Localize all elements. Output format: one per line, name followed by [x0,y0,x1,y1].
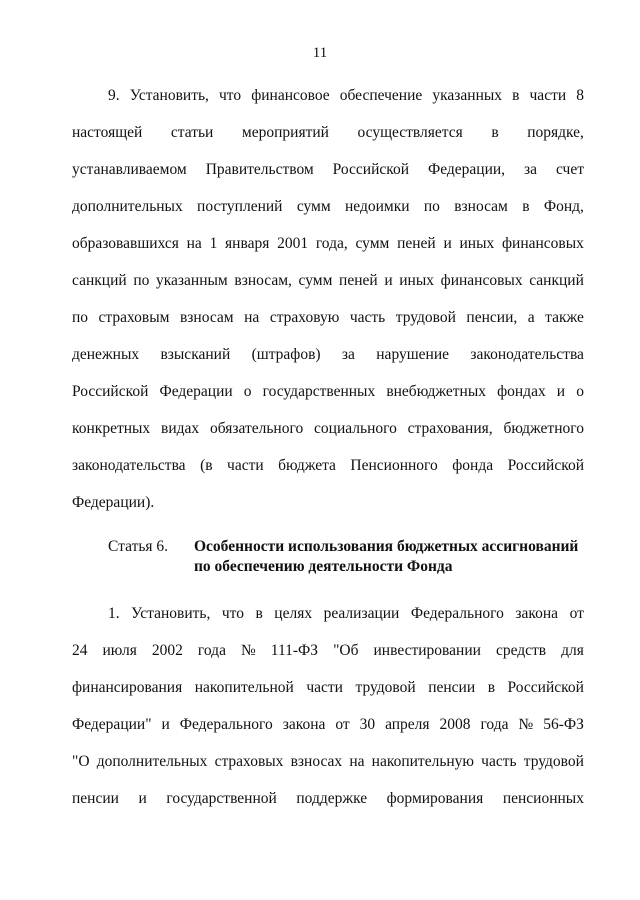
word: года [480,716,509,733]
paragraph-9-line [72,270,584,292]
word: части [529,87,567,104]
word: внебюджетных [386,383,486,400]
word: поступлений [197,198,283,215]
word: (в [200,457,213,474]
word: что [219,87,242,104]
word: и [556,383,566,400]
paragraph-1-line [72,788,584,810]
word: по [423,198,440,215]
word: 2008 [439,716,471,733]
article-label: Статья 6. [108,538,169,555]
word: страхования, [407,420,493,437]
word: и [161,716,170,733]
word: бюджетного [503,420,584,437]
word: Фонд, [543,198,584,215]
word: закона [515,605,559,622]
word: трудовой [395,309,456,326]
word: средств [495,642,547,659]
word: законодательства [470,346,584,363]
word: по [133,272,150,289]
word: в [512,87,520,104]
paragraph-1-line [72,640,584,662]
word: в [487,679,496,696]
word: взносам [179,309,234,326]
word: страховую [269,309,340,326]
word: указанных [432,87,503,104]
word: государственных [262,383,376,400]
word: инвестировании [373,642,481,659]
word: сумм [298,272,333,289]
word: Федерации" [72,716,152,733]
word: взысканий [160,346,231,363]
word: о [243,383,252,400]
word: Федерального [410,605,504,622]
paragraph-9-line [72,233,584,255]
word: обязательного [209,420,304,437]
paragraph-9-line [72,307,584,329]
word: пенсии, [466,309,518,326]
word: 1. [108,605,120,622]
word: от [335,716,350,733]
word: также [545,309,584,326]
word: санкций [529,272,584,289]
word: социального [314,420,397,437]
word: видах [161,420,200,437]
paragraph-9-line: Федерации). [72,494,155,511]
word: 2002 [151,642,183,659]
word: пеней [339,272,378,289]
word: за [524,161,538,178]
word: что [221,605,244,622]
word: часть [349,309,386,326]
word: № [518,716,534,733]
word: порядке, [527,124,584,141]
word: Правительством [205,161,314,178]
paragraph-9-line [72,196,584,218]
word: января [225,235,270,252]
word: пенсионных [502,790,584,807]
word: взносах [290,753,343,770]
word: реализации [323,605,400,622]
paragraph-9-line [72,381,584,403]
word: целях [274,605,313,622]
word: часть [481,753,517,770]
word: мероприятий [241,124,329,141]
paragraph-1-line [72,714,584,736]
word: в [522,198,530,215]
word: законодательства [72,457,186,474]
paragraph-9-line [108,85,584,107]
word: обеспечение [339,87,423,104]
word: осуществляется [357,124,463,141]
word: апреля [385,716,430,733]
word: года [197,642,226,659]
word: недоимки [344,198,410,215]
word: Российской [507,457,584,474]
word: 24 [72,642,88,659]
word: пенсии [428,679,476,696]
word: части [227,457,264,474]
word: денежных [72,346,140,363]
word: и [138,790,147,807]
word: настоящей [72,124,143,141]
word: на [349,753,365,770]
word: за [341,346,355,363]
word: в [255,605,263,622]
word: финансовых [440,272,523,289]
word: 8 [576,87,584,104]
word: на [186,235,202,252]
word: поддержке [296,790,368,807]
paragraph-1-line [108,603,584,625]
word: 111-ФЗ [270,642,319,659]
word: государственной [166,790,277,807]
word: "Об [333,642,359,659]
word: финансирования [72,679,183,696]
article-title: Особенности использования бюджетных ассигнований по обеспечению деятельности Фонда [194,538,579,575]
paragraph-1-line [72,751,584,773]
word: для [561,642,584,659]
word: "О [72,753,90,770]
word: и [443,235,452,252]
word: статьи [170,124,214,141]
word: Пенсионного [350,457,438,474]
word: иных [459,235,495,252]
word: части [306,679,343,696]
word: года, [315,235,348,252]
word: 2001 [277,235,309,252]
word: дополнительных [96,753,208,770]
word: конкретных [72,420,151,437]
word: 9. [108,87,120,104]
word: указанным [156,272,228,289]
word: Российской [332,161,410,178]
word: накопительную [371,753,475,770]
word: фондах [497,383,546,400]
word: пеней [397,235,436,252]
paragraph-1-line [72,677,584,699]
word: трудовой [523,753,584,770]
word: образовавшихся [72,235,179,252]
word: Федерального [179,716,273,733]
word: 30 [359,716,376,733]
word: Российской [507,679,584,696]
word: от [569,605,584,622]
word: о [576,383,584,400]
word: финансовое [251,87,330,104]
word: сумм [355,235,390,252]
word: на [244,309,260,326]
paragraph-9-line [72,122,584,144]
word: закона [282,716,326,733]
page-number: 11 [312,45,328,61]
word: 1 [209,235,218,252]
word: 56-ФЗ [543,716,584,733]
word: Российской [72,383,149,400]
word: Установить, [129,87,209,104]
word: формирования [386,790,484,807]
word: страховым [98,309,170,326]
word: Установить, [131,605,211,622]
word: санкций [72,272,127,289]
word: устанавливаемом [72,161,187,178]
word: Федерации [159,383,233,400]
word: июля [102,642,137,659]
word: трудовой [355,679,416,696]
word: счет [555,161,584,178]
word: в [491,124,499,141]
word: финансовых [501,235,584,252]
word: взносам, [234,272,292,289]
word: бюджета [278,457,336,474]
paragraph-9-line [72,418,584,440]
word: и [384,272,393,289]
word: пенсии [72,790,119,807]
word: по [72,309,89,326]
paragraph-9-line [72,344,584,366]
word: а [527,309,535,326]
word: сумм [296,198,331,215]
paragraph-9-line [72,455,584,477]
word: накопительной [194,679,294,696]
word: нарушение [376,346,450,363]
word: дополнительных [72,198,183,215]
word: фонда [452,457,494,474]
word: взносам [454,198,508,215]
word: Федерации, [427,161,506,178]
word: иных [399,272,435,289]
word: (штрафов) [251,346,321,363]
word: страховых [214,753,284,770]
paragraph-9-line [72,159,584,181]
word: № [240,642,256,659]
